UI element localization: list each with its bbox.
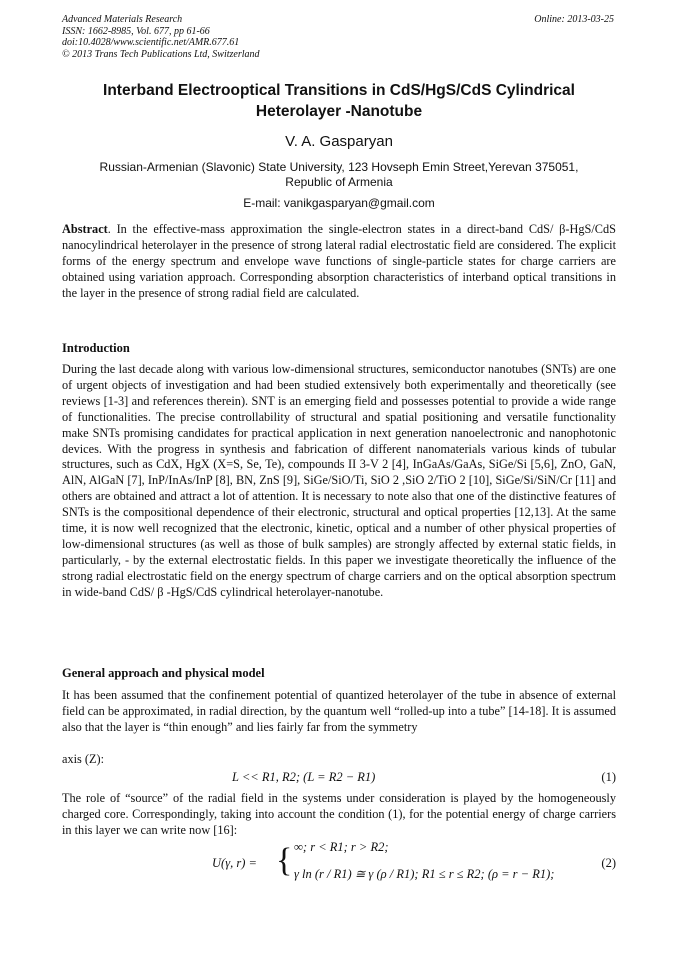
online-date: Online: 2013-03-25: [534, 14, 614, 25]
equation-2: [62, 840, 616, 890]
equation-2-case-2: γ ln (r / R1) ≅ γ (ρ / R1); R1 ≤ r ≤ R2; (ρ = r − R1);: [294, 867, 555, 881]
general-approach-text-1: It has been assumed that the confinement potential of quantized heterolayer of the tube in absence of external field can be approximated, in radial direction, by the quantum well “rolled-up into a tube” [14-18]. It is assumed also that the layer is “thin enough” and lies fairly far from the symmetry: [62, 688, 616, 734]
introduction-text: During the last decade along with various low-dimensional structures, semiconductor nanotubes (SNTs) are one of urgent objects of investigation and had been studied extensively both experimentally and theoretically (see reviews [1-3] and references therein). SNT is an emerging field and possesses potential to provide a wide range of functionalities. The precise controllability of structural and spatial positioning and versatile functionality make SNTs promising candidates for practical application in next generation nanoelectronic and nanophotonic devices. With the progress in synthesis and fabrication of different nanomaterials various kinds of tubular structures, such as CdX, HgX (X=S, Se, Te), compounds II 3-V 2 [4], InGaAs/GaAs, SiGe/Si [5,6], ZnO, GaN, AlN, AlGaN [7], InP/InAs/InP [8], BN, ZnS [9], SiGe/SiO/Ti, SiO 2 ,SiO 2/TiO 2 [10], SiGe/Si/SiN/Cr [11] and others are obtained and attract a lot of attention. It is necessary to note also that one of the distinctive features of SNTs is the compositional dependence of their electronic, structural and optical properties [12,13]. At the same time, it is now well recognized that the electronic, kinetic, optical and a number of other physical properties of low-dimensional structures (as well as those of bulk samples) are strongly affected by external static fields, in particularly, - by the external electrostatic fields. In this paper we investigate theoretically the influence of the strong radial electrostatic field on the energy spectrum of charge carriers and on the optical absorption spectrum in wide-band CdS/ β -HgS/CdS cylindrical heterolayer-nanotube.: [62, 362, 616, 599]
equation-2-case-1: ∞; r < R1; r > R2;: [294, 840, 389, 854]
affiliation-line-1: Russian-Armenian (Slavonic) State University, 123 Hovseph Emin Street,Yerevan 375051,: [99, 160, 579, 174]
general-approach-text-1b: axis (Z):: [62, 752, 105, 766]
journal-header: [62, 14, 260, 60]
affiliation-line-2: Republic of Armenia: [285, 175, 393, 189]
journal-copyright: © 2013 Trans Tech Publications Ltd, Switzerland: [62, 48, 260, 60]
journal-doi: doi:10.4028/www.scientific.net/AMR.677.61: [62, 37, 240, 48]
equation-1-body: L << R1, R2; (L = R2 − R1): [232, 770, 376, 784]
journal-name: Advanced Materials Research: [62, 14, 183, 25]
author-name: V. A. Gasparyan: [285, 133, 393, 150]
journal-issn: ISSN: 1662-8985, Vol. 677, pp 61-66: [62, 25, 210, 37]
equation-2-lhs: U(γ, r) =: [212, 856, 257, 870]
abstract-label: Abstract: [62, 222, 108, 236]
general-approach-text-2: The role of “source” of the radial field in the systems under consideration is played by the homogeneously charged core. Correspondingly, taking into account the condition (1), for the potential energy of charge carriers in this layer we can write now [16]:: [62, 791, 616, 837]
equation-2-brace: {: [276, 842, 293, 879]
introduction-heading: Introduction: [62, 341, 130, 355]
equation-1-number: (1): [601, 770, 616, 784]
affiliation: [62, 160, 616, 190]
equation-2-number: (2): [601, 856, 616, 870]
title-line-1: Interband Electrooptical Transitions in CdS/HgS/CdS Cylindrical: [103, 82, 575, 99]
general-approach-heading: General approach and physical model: [62, 666, 265, 680]
author-email: E-mail: vanikgasparyan@gmail.com: [243, 196, 435, 210]
title-line-2: Heterolayer -Nanotube: [255, 103, 423, 120]
paper-title: [62, 80, 616, 122]
abstract: [62, 222, 616, 302]
abstract-text: . In the effective-mass approximation the single-electron states in a direct-band CdS/ β-HgS/CdS nanocylindrical heterolayer in the presence of strong lateral radial electrostatic field are considered. The explicit forms of the energy spectrum and envelope wave functions of single-particle states for charge carriers are obtained using variation approach. Corresponding absorption characteristics of interband optical transitions in the layer in the presence of strong radial field are calculated.: [62, 222, 616, 300]
